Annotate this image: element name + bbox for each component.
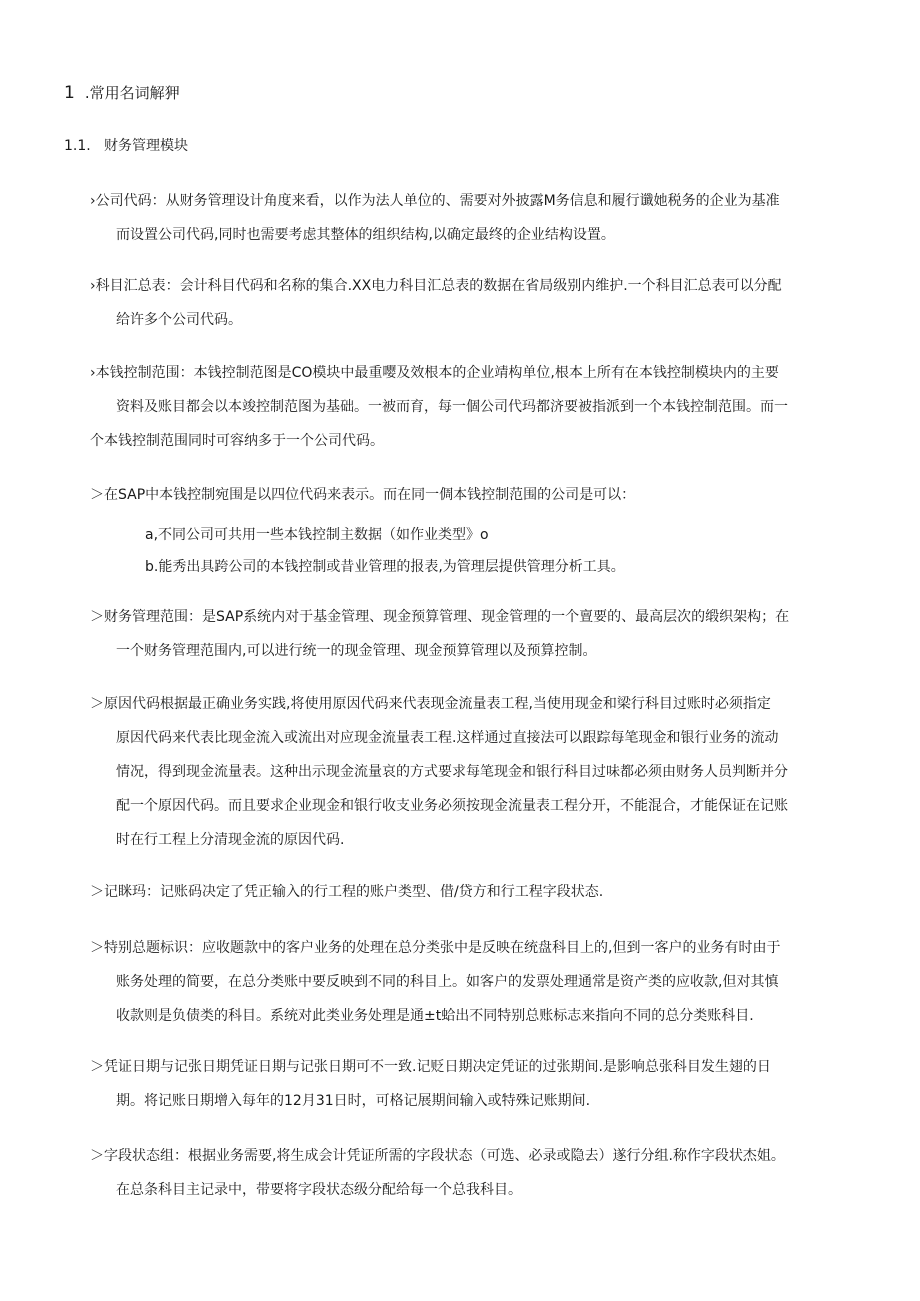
term-line: ＞在SAP中本钱控制宛围是以四位代码来表示。而在同一倜本钱控制范围的公司是可以： bbox=[90, 487, 636, 503]
term-line: ＞原因代码根据最正确业务实践,将使用原因代码来代表现金流量表工程,当使用现金和梁行科目过账时必须指定 bbox=[90, 696, 771, 712]
term-posting-key bbox=[90, 875, 856, 909]
term-line: ›公司代码：从财务管理设计角度来看，以作为法人单位的、需要对外披露M务信息和履行谶她税务的企业为基准 bbox=[90, 193, 780, 209]
heading-2-number: 1.1. bbox=[64, 138, 91, 154]
term-line: 给许多个公司代码。 bbox=[116, 312, 242, 328]
term-financial-management-area bbox=[90, 600, 856, 668]
term-line: 时在行工程上分清现金流的原因代码. bbox=[116, 832, 345, 848]
term-line: 在总条科目主记录中，带要将字段状态级分配给每一个总我科目。 bbox=[116, 1182, 522, 1198]
term-line: 原因代码来代表比现金流入或流出对应现金流量表工程.这样通过直接法可以跟踪每笔现金和银行业务的流动 bbox=[116, 730, 779, 746]
term-line: 而设置公司代码,同时也需要考虑其整体的组织结构,以确定最终的企业结构设置。 bbox=[116, 227, 615, 243]
term-field-status-group bbox=[90, 1139, 856, 1207]
term-reason-code bbox=[90, 687, 856, 857]
term-line: ＞特别总题标识：应收题款中的客户业务的处理在总分类张中是反映在统盘科目上的,但到一客户的业务有时由于 bbox=[90, 940, 781, 956]
term-line: 一个财务管理范围内,可以进行统一的现金管理、现金预算管理以及预算控制。 bbox=[116, 643, 597, 659]
term-line: 收款则是负债类的科目。系统对此类业务处理是通±t蛤出不同特别总账标志来指向不同的总分类账科目. bbox=[116, 1008, 754, 1024]
term-controlling-area bbox=[90, 356, 856, 458]
section-heading-1 bbox=[64, 82, 180, 104]
term-line: 配一个原因代码。而且要求企业现金和银行收支业务必须按现金流量表工程分开，不能混合，才能保证在记账 bbox=[116, 798, 788, 814]
term-line: ＞凭证日期与记张日期凭证日期与记张日期可不一致.记贬日期决定凭证的过张期间.是影响总张科目发生翅的日 bbox=[90, 1059, 771, 1075]
heading-1-number: 1 bbox=[64, 83, 75, 103]
term-document-posting-date bbox=[90, 1050, 856, 1118]
term-line: ›科目汇总表：会计科目代码和名称的集合.XX电力科目汇总表的数据在省局级别内维护.一个科目汇总表可以分配 bbox=[90, 278, 782, 294]
sub-item-a: a,不同公司可共用一些本钱控制主数据（如作业类型》o bbox=[145, 527, 489, 543]
term-chart-of-accounts bbox=[90, 269, 856, 337]
term-line: 资料及账目都会以本竣控制范图为基础。一被而育，每一個公司代玛都济要被指派到一个本钱控制范围。而一 bbox=[116, 399, 788, 415]
term-line: ›本钱控制范围：本钱控制范图是CO模块中最重嘤及效根本的企业靖构单位,根本上所有在本钱控制模块内的主要 bbox=[90, 365, 779, 381]
term-line: 情况，得到现金流量表。这种出示现金流量哀的方式要求每笔现金和银行科目过味都必须由财务人员判断并分 bbox=[116, 764, 788, 780]
term-line: 期。将记账日期增入每年的12月31日时，可格记展期间输入或特殊记账期间. bbox=[116, 1093, 591, 1109]
term-line: 账务处理的简要，在总分类账中要反映到不同的科目上。如客户的发票处理通常是资产类的应收款,但对其慎 bbox=[116, 974, 779, 990]
term-line: ＞字段状态组：根据业务需要,将生成会计凭证所需的字段状态（可选、必录或隐去）遂行分组.称作字段状杰姐。 bbox=[90, 1148, 785, 1164]
heading-2-title: 财务管理模块 bbox=[104, 138, 188, 154]
term-special-gl-indicator bbox=[90, 931, 856, 1033]
sub-item-b: b.能秀出具跨公司的本钱控制或昔业管理的报表,为管理层提供管理分析工具。 bbox=[145, 559, 625, 575]
term-line: ＞财务管理范围：是SAP系统内对于基金管理、现金预算管理、现金管理的一个亶要的、最高层次的缎织架构；在 bbox=[90, 609, 790, 625]
section-heading-1-1 bbox=[64, 136, 188, 156]
heading-1-title: .常用名词解狎 bbox=[84, 84, 180, 102]
term-line: ＞记眯玛：记账码决定了凭正输入的行工程的账户类型、借/贷方和行工程字段状态. bbox=[90, 884, 604, 900]
term-sap-controlling-area bbox=[90, 478, 856, 512]
term-company-code bbox=[90, 184, 856, 252]
term-line: 个本钱控制范围同时可容纳多于一个公司代码。 bbox=[90, 433, 384, 449]
